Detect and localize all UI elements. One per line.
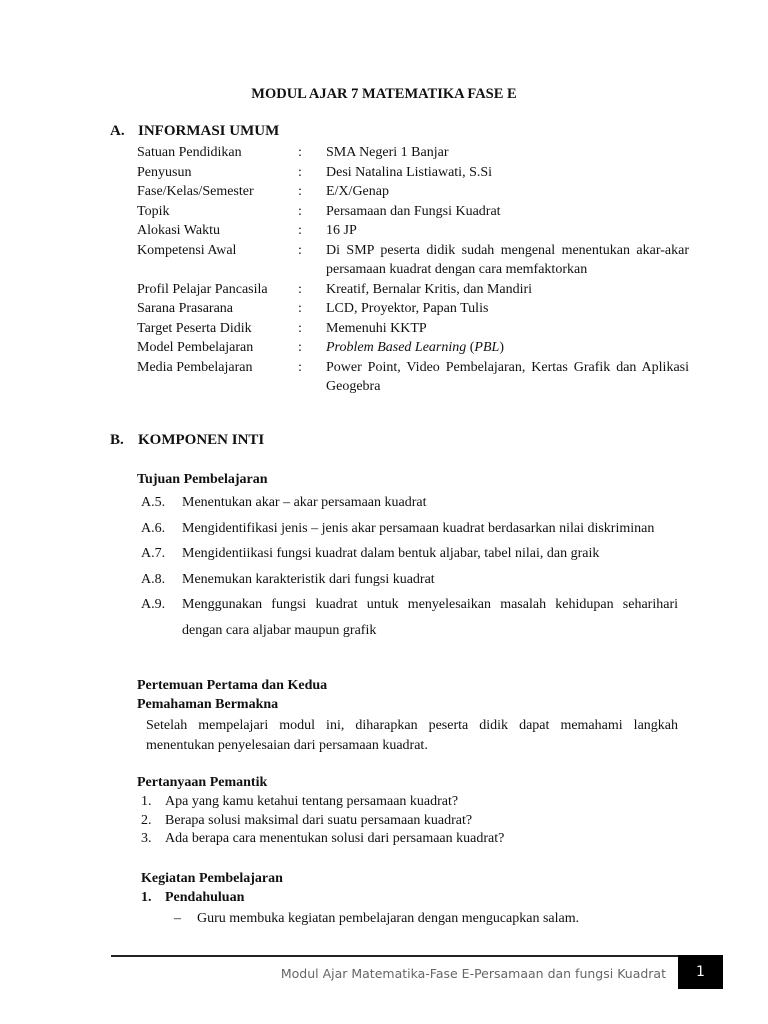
- info-separator: :: [298, 281, 302, 297]
- info-label: Target Peserta Didik: [137, 320, 252, 336]
- info-value: Desi Natalina Listiawati, S.Si: [326, 164, 493, 180]
- info-label: Sarana Prasarana: [137, 301, 234, 316]
- info-label: Penyusun: [137, 164, 192, 180]
- info-row-sarana: [137, 299, 689, 319]
- info-value: LCD, Proyektor, Papan Tulis: [326, 301, 489, 316]
- info-separator: :: [298, 320, 302, 336]
- info-row-alokasi: [137, 221, 689, 241]
- document-title: MODUL AJAR 7 MATEMATIKA FASE E: [251, 86, 517, 102]
- pendahuluan-label: Pendahuluan: [165, 890, 245, 905]
- pertanyaan-heading: Pertanyaan Pemantik: [137, 775, 268, 790]
- dash-bullet: –: [174, 911, 181, 926]
- info-label: Alokasi Waktu: [137, 223, 220, 238]
- list-item-text: Mengidentifikasi jenis – jenis akar persamaan kuadrat berdasarkan nilai diskriminan: [182, 520, 655, 536]
- list-item-text: Menggunakan fungsi kuadrat untuk menyelesaikan masalah kehidupan seharihari dengan cara aljabar maupun grafik: [182, 597, 678, 638]
- list-item-number: A.6.: [141, 520, 166, 536]
- info-row-penyusun: [137, 163, 689, 183]
- pendahuluan-heading: [141, 890, 244, 906]
- list-item: [141, 592, 678, 643]
- info-value: Power Point, Video Pembelajaran, Kertas Grafik dan Aplikasi Geogebra: [326, 359, 689, 394]
- list-item-number: 2.: [141, 812, 152, 828]
- info-label: Fase/Kelas/Semester: [137, 184, 254, 199]
- pemahaman-text: Setelah mempelajari modul ini, diharapkan peserta didik dapat memahami langkah menentukan penyelesaian dari persamaan kuadrat.: [146, 718, 678, 753]
- info-separator: :: [298, 203, 302, 219]
- info-row-media: [137, 358, 689, 397]
- info-value: Kreatif, Bernalar Kritis, dan Mandiri: [326, 281, 533, 297]
- info-row-satuan: [137, 143, 689, 163]
- info-row-topik: [137, 202, 689, 222]
- info-label: Topik: [137, 203, 170, 219]
- info-separator: :: [298, 223, 302, 238]
- list-item-number: A.5.: [141, 495, 166, 510]
- list-item-text: Mengidentiikasi fungsi kuadrat dalam bentuk aljabar, tabel nilai, dan graik: [182, 546, 600, 561]
- section-a-title: INFORMASI UMUM: [138, 123, 280, 139]
- info-separator: :: [298, 145, 302, 160]
- pertemuan-heading: Pertemuan Pertama dan Kedua: [137, 678, 328, 693]
- list-item-text: Berapa solusi maksimal dari suatu persamaan kuadrat?: [165, 812, 473, 828]
- info-separator: :: [298, 242, 302, 258]
- kegiatan-heading: Kegiatan Pembelajaran: [141, 871, 283, 886]
- info-value: 16 JP: [326, 223, 357, 238]
- list-item: [141, 567, 678, 593]
- list-item-number: A.8.: [141, 571, 166, 587]
- footer-text: Modul Ajar Matematika-Fase E-Persamaan dan fungsi Kuadrat: [280, 966, 666, 981]
- list-item: [141, 812, 681, 831]
- info-separator: :: [298, 359, 302, 375]
- info-label: Kompetensi Awal: [137, 242, 237, 258]
- info-row-profil: [137, 280, 689, 300]
- footer-divider: [111, 955, 723, 957]
- list-item: [141, 490, 678, 516]
- info-value: Memenuhi KKTP: [326, 320, 427, 336]
- tujuan-list: [141, 490, 678, 643]
- info-separator: :: [298, 340, 302, 355]
- list-item-text: Ada berapa cara menentukan solusi dari persamaan kuadrat?: [165, 831, 505, 846]
- pertanyaan-list: [141, 793, 681, 849]
- list-item: [141, 541, 678, 567]
- pemahaman-heading: Pemahaman Bermakna: [137, 697, 279, 712]
- pendahuluan-item: [174, 911, 579, 927]
- section-b-letter: B.: [110, 432, 124, 448]
- info-row-fase: [137, 182, 689, 202]
- list-item-number: 3.: [141, 831, 152, 846]
- pendahuluan-number: 1.: [141, 890, 152, 905]
- info-label: Media Pembelajaran: [137, 359, 253, 375]
- info-value: [326, 338, 689, 358]
- info-label: Profil Pelajar Pancasila: [137, 281, 268, 297]
- page-number: 1: [678, 955, 723, 989]
- info-separator: :: [298, 164, 302, 180]
- info-row-model: [137, 338, 689, 358]
- tujuan-heading: Tujuan Pembelajaran: [137, 472, 268, 487]
- info-row-kompetensi: [137, 241, 689, 280]
- section-b-heading: [110, 432, 264, 449]
- list-item-text: Menemukan karakteristik dari fungsi kuadrat: [182, 571, 435, 587]
- info-row-target: [137, 319, 689, 339]
- info-label: Model Pembelajaran: [137, 340, 254, 355]
- section-b-title: KOMPONEN INTI: [138, 432, 265, 448]
- info-separator: :: [298, 184, 302, 199]
- pendahuluan-item-text: Guru membuka kegiatan pembelajaran dengan mengucapkan salam.: [197, 911, 580, 926]
- list-item-number: A.7.: [141, 546, 166, 561]
- info-value: Di SMP peserta didik sudah mengenal menentukan akar-akar persamaan kuadrat dengan cara memfaktorkan: [326, 242, 689, 277]
- list-item: [141, 793, 681, 812]
- info-separator: :: [298, 301, 302, 316]
- model-abbrev: PBL: [474, 340, 500, 355]
- info-label: Satuan Pendidikan: [137, 145, 242, 160]
- list-item-text: Menentukan akar – akar persamaan kuadrat: [182, 495, 427, 510]
- list-item-number: A.9.: [141, 597, 166, 612]
- info-value: SMA Negeri 1 Banjar: [326, 145, 449, 160]
- list-item: [141, 830, 681, 849]
- model-name: Problem Based Learning: [326, 340, 467, 355]
- list-item: [141, 516, 678, 542]
- model-paren-close: ): [499, 340, 504, 355]
- list-item-number: 1.: [141, 794, 152, 809]
- section-a-heading: [110, 123, 279, 140]
- list-item-text: Apa yang kamu ketahui tentang persamaan kuadrat?: [165, 794, 459, 809]
- info-value: E/X/Genap: [326, 184, 389, 199]
- section-a-letter: A.: [110, 123, 125, 139]
- model-paren-open: (: [466, 340, 475, 355]
- info-value: Persamaan dan Fungsi Kuadrat: [326, 203, 501, 219]
- info-table: [137, 143, 689, 397]
